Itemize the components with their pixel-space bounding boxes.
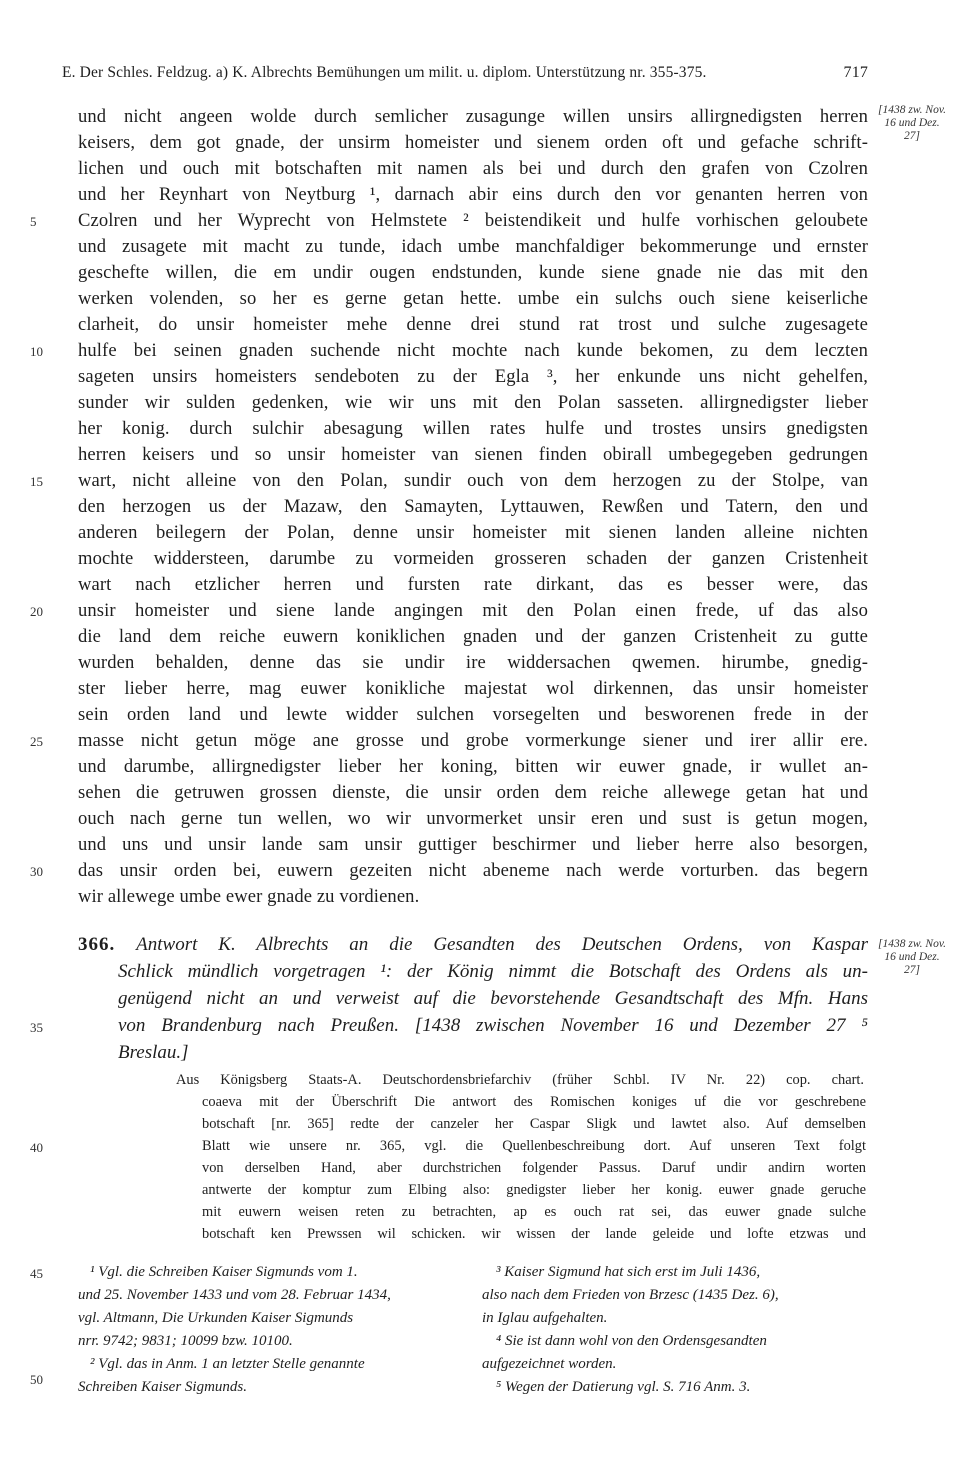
text-line: hulfe bei seinen gnaden suchende nicht mochte nach kunde bekomen, zu dem leczten [78, 340, 868, 361]
footnote-line: in Iglau aufgehalten. [482, 1310, 608, 1326]
line-number: 50 [30, 1372, 43, 1387]
page-number: 717 [843, 64, 868, 81]
source-line: Blatt wie unsere nr. 365, vgl. die Quellenbeschreibung dort. Auf unseren Text folgt [202, 1138, 866, 1154]
text-line: wir allewege umbe ewer gnade zu vordienen. [78, 886, 420, 907]
text-line: den herzogen us der Mazaw, den Samayten, Lyttauwen, Rewßen und Tatern, den und [78, 496, 868, 517]
text-line: und zusagete mit macht zu tunde, idach umbe manchfaldiger bekommerunge und ernster [78, 236, 868, 257]
text-line: herren keisers und so unsir homeister van sienen finden obirall umbegegeben gedrungen [78, 444, 868, 465]
line-number: 40 [30, 1140, 43, 1155]
footnote-line: und 25. November 1433 und vom 28. Februar 1434, [78, 1287, 391, 1303]
text-line: Czolren und her Wyprecht von Helmstete ² beistendikeit und hulfe vorhischen geloubete [78, 210, 868, 231]
text-line: clarheit, do unsir homeister mehe denne drei stund rat trost und sulche zugesagete [78, 314, 868, 335]
text-line: die land dem reiche euwern koniklichen gnaden und der ganzen Cristenheit zu gutte [78, 626, 868, 647]
footnote-line: vgl. Altmann, Die Urkunden Kaiser Sigmunds [78, 1310, 354, 1326]
text-line: keisers, dem got gnade, der unsirm homeister und sienem orden oft und gefache schrift- [78, 132, 868, 153]
text-line: ouch nach gerne tun wellen, wo wir unvormerket unsir eren und sust is getun mogen, [78, 808, 868, 829]
footnote-line: Schreiben Kaiser Sigmunds. [78, 1379, 248, 1395]
text-line: sunder wir sulden gedenken, wie wir uns mit den Polan sasseten. allirgnedigster lieber [78, 392, 868, 413]
source-line: antwerte der komptur zum Elbing also: gnedigster lieber her konig. euwer gnade geruche [202, 1182, 866, 1198]
footnote-line: aufgezeichnet worden. [482, 1356, 617, 1372]
footnote-line: ² Vgl. das in Anm. 1 an letzter Stelle genannte [90, 1356, 365, 1372]
line-number: 20 [30, 604, 43, 619]
text-line: her konig. durch sulchir abesagung willen rates hulfe und trostes unsirs gnedigsten [78, 418, 868, 439]
text-line: unsir homeister und siene lande angingen mit den Polan einen frede, uf das also [78, 600, 868, 621]
line-number: 30 [30, 864, 43, 879]
footnote-line: ¹ Vgl. die Schreiben Kaiser Sigmunds vom 1. [90, 1264, 358, 1280]
document-title-line: Breslau.] [118, 1042, 189, 1063]
source-line: von derselben Hand, aber durchstrichen folgender Passus. Daruf undir andirn worten [202, 1160, 866, 1176]
text-line: und uns und unsir lande sam unsir guttiger beschirmer und lieber herre also besorgen, [78, 834, 868, 855]
text-line: geschefte willen, die em undir ougen endstunden, kunde siene gnade nie das mit den [78, 262, 868, 283]
text-line: wurden behalden, denne das sie undir ire widdersachen qwemen. hirumbe, gnedig- [78, 652, 868, 673]
footnote-line: ⁵ Wegen der Datierung vgl. S. 716 Anm. 3. [496, 1379, 751, 1395]
line-number: 10 [30, 344, 43, 359]
text-line: wart nach etzlicher herren und fursten rate dirkant, das es besser were, das [78, 574, 868, 595]
document-title-line: 366. Antwort K. Albrechts an die Gesandten des Deutschen Ordens, von Kaspar [78, 934, 869, 955]
source-line: coaeva mit der Überschrift Die antwort des Romischen koniges uf die vor geschrebene [202, 1094, 866, 1110]
text-line: anderen beilegern der Polan, denne unsir homeister mit sienen landen alleine nichten [78, 522, 868, 543]
footnote-line: nrr. 9742; 9831; 10099 bzw. 10100. [78, 1333, 293, 1349]
text-line: und her Reynhart von Neytburg ¹, darnach abir eins durch den vor genanten herren von [78, 184, 868, 205]
document-title-line: von Brandenburg nach Preußen. [1438 zwischen November 16 und Dezember 27 ⁵ [118, 1015, 868, 1036]
source-line: Aus Königsberg Staats-A. Deutschordensbriefarchiv (früher Schbl. IV Nr. 22) cop. chart. [176, 1072, 864, 1088]
document-title-line: genügend nicht an und verweist auf die bevorstehende Gesandtschaft des Mfn. Hans [118, 988, 868, 1009]
margin-date: [1438 zw. Nov. 16 und Dez. 27] [878, 938, 946, 976]
source-line: botschaft [nr. 365] redte der canzeler her Caspar Sligk und lawtet also. Auf demselben [202, 1116, 866, 1132]
text-line: ster lieber herre, mag euwer konikliche majestat wol dirkennen, das unsir homeister [78, 678, 868, 699]
line-number: 45 [30, 1266, 43, 1281]
document-number: 366. [78, 934, 116, 955]
running-header [62, 64, 868, 82]
source-line: mit euwern weisen reten zu betrachten, ap es ouch rat sei, das euwer gnade sulche [202, 1204, 866, 1220]
footnote-line: ³ Kaiser Sigmund hat sich erst im Juli 1436, [496, 1264, 761, 1280]
document-title-line: Schlick mündlich vorgetragen ¹: der König nimmt die Botschaft des Ordens als un- [118, 961, 868, 982]
margin-date: [1438 zw. Nov. 16 und Dez. 27] [878, 104, 946, 142]
text-line: werken volenden, so her es gerne getan hette. umbe ein sulchs ouch siene keiserliche [78, 288, 868, 309]
text-line: lichen und ouch mit botschaften mit namen als bei und durch den grafen von Czolren [78, 158, 868, 179]
text-line: und nicht angeen wolde durch semlicher zusagunge willen unsirs allirgnedigsten herren [78, 106, 868, 127]
line-number: 35 [30, 1020, 43, 1035]
footnote-line: ⁴ Sie ist dann wohl von den Ordensgesandten [496, 1333, 767, 1349]
line-number: 5 [30, 214, 37, 229]
text-line: masse nicht getun möge ane grosse und grobe vormerkunge siener und irer allir ere. [78, 730, 868, 751]
text-line: sageten unsirs homeisters sendeboten zu der Egla ³, her enkunde uns nicht gehelfen, [78, 366, 868, 387]
text-line: sehen die getruwen grossen dienste, die unsir orden dem reiche allewege getan hat und [78, 782, 868, 803]
text-line: mochte widdersteen, darumbe zu vormeiden grosseren schaden der ganzen Cristenheit [78, 548, 868, 569]
text-line: sein orden land und lewte widder sulchen vorsegelten und besworenen frede in der [78, 704, 868, 725]
line-number: 25 [30, 734, 43, 749]
text-line: und darumbe, allirgnedigster lieber her koning, bitten wir euwer gnade, ir wullet an- [78, 756, 868, 777]
running-title: E. Der Schles. Feldzug. a) K. Albrechts Bemühungen um milit. u. diplom. Unterstützung nr. 355-375. [62, 64, 707, 81]
text-line: wart, nicht alleine von den Polan, sundir ouch von dem herzogen zu der Stolpe, van [78, 470, 868, 491]
footnote-line: also nach dem Frieden von Brzesc (1435 Dez. 6), [482, 1287, 779, 1303]
line-number: 15 [30, 474, 43, 489]
text-line: das unsir orden bei, euwern gezeiten nicht abeneme nach werde vorturben. das begern [78, 860, 868, 881]
source-line: botschaft ken Prewssen wil schicken. wir wissen der lande geleide und lofte etzwas und [202, 1226, 866, 1242]
